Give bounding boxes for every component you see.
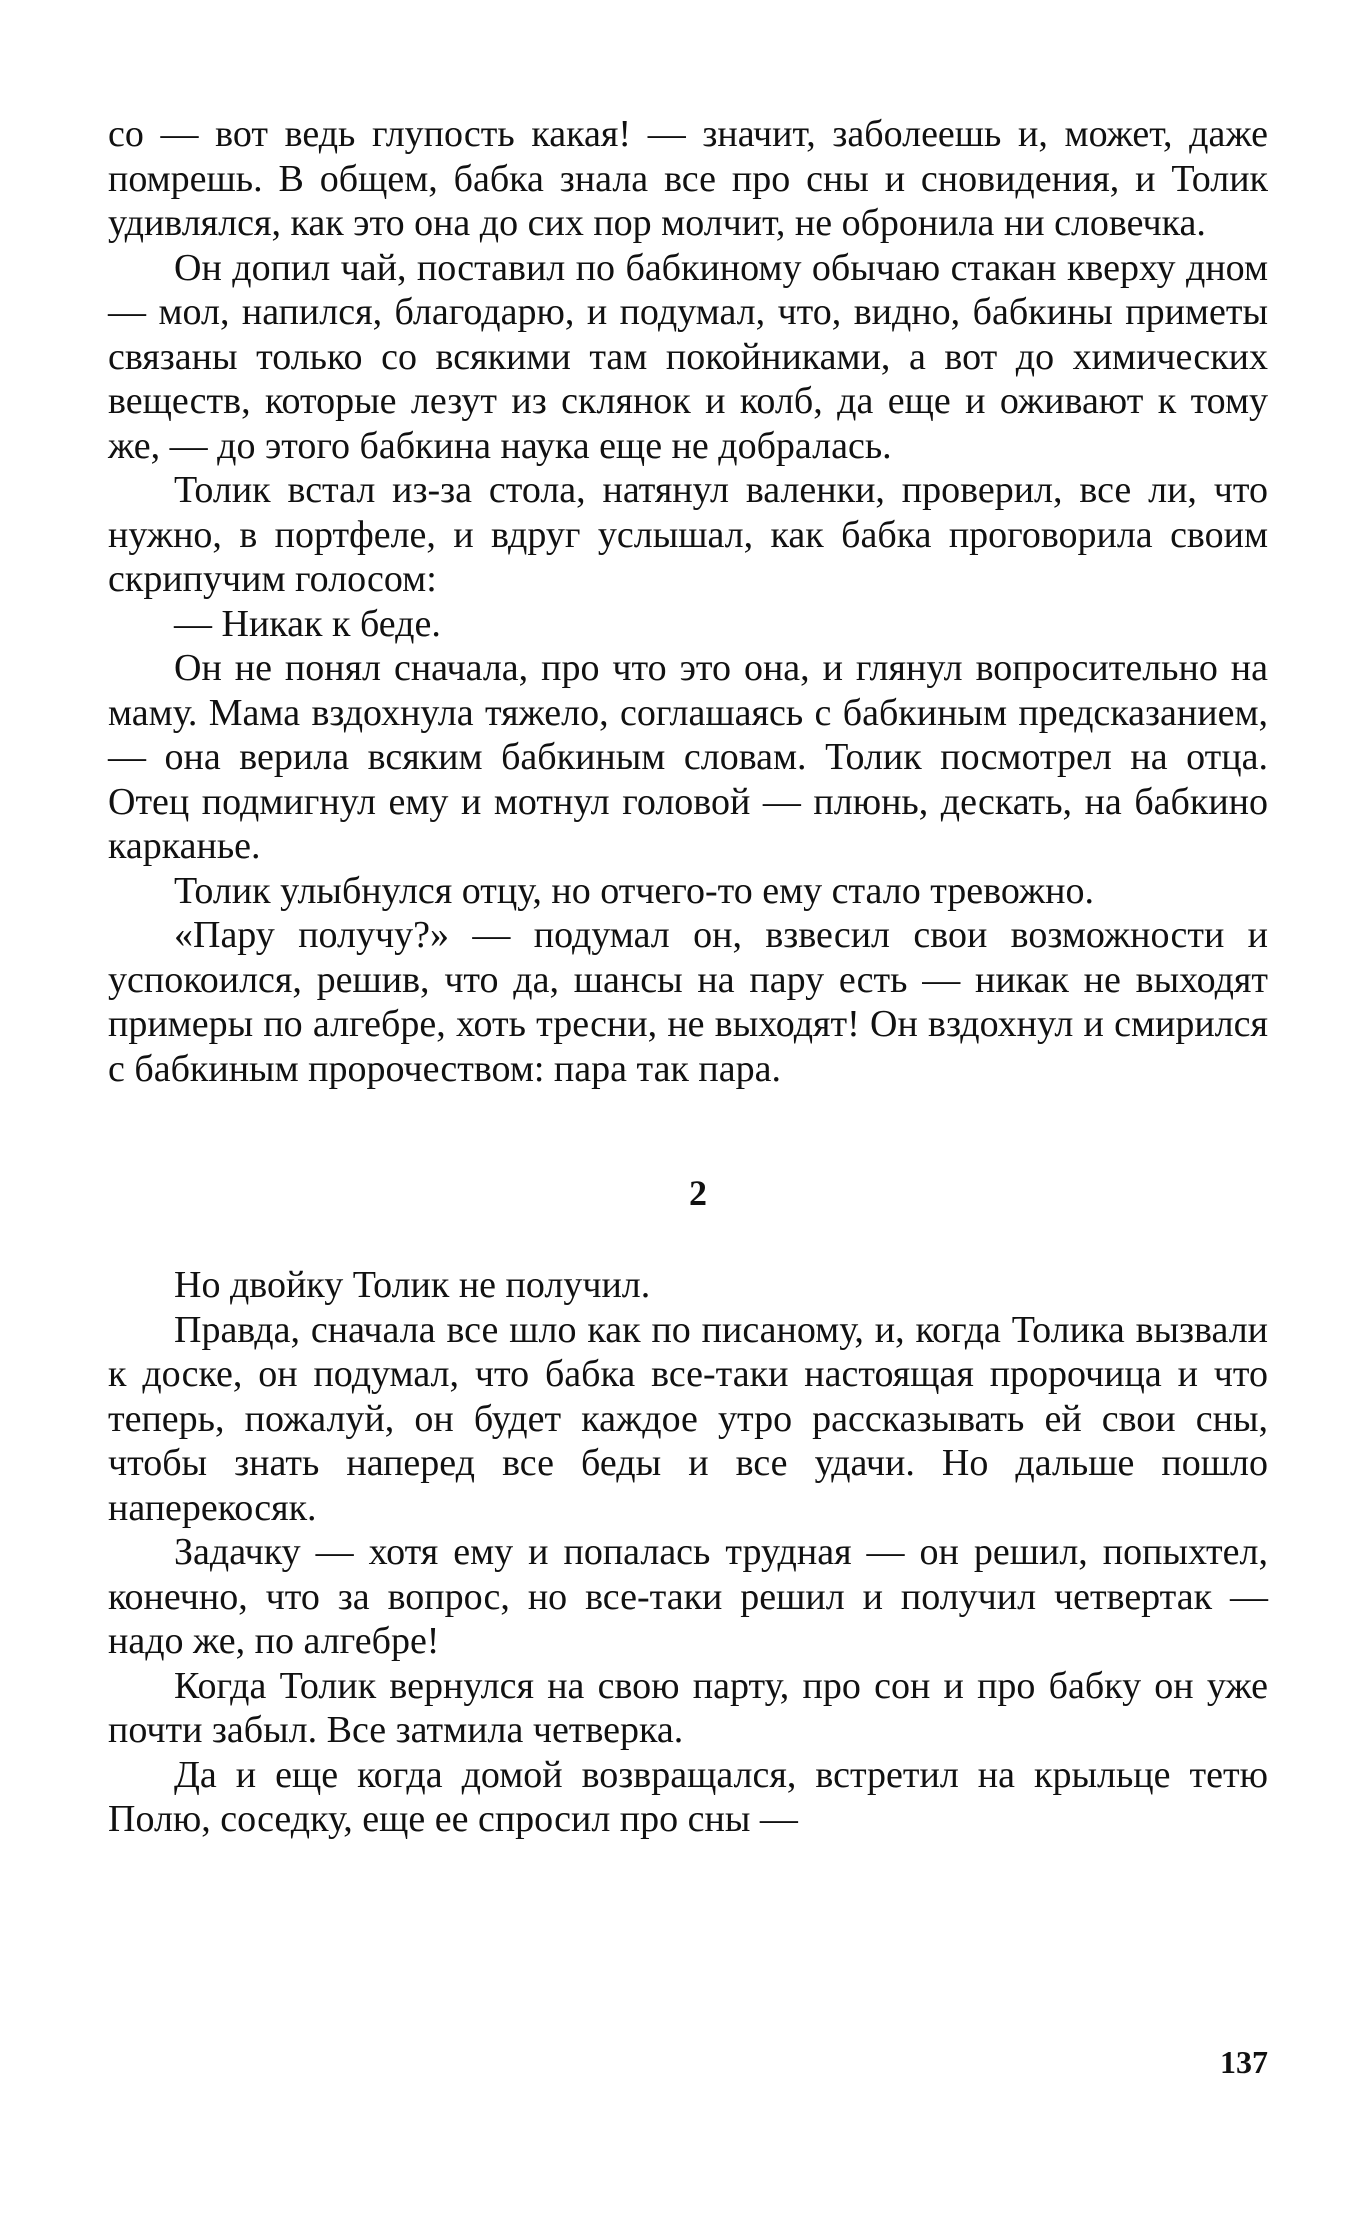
paragraph: Толик встал из-за стола, натянул валенки, проверил, все ли, что нужно, в портфеле, и вдруг услышал, как бабка проговорила своим скрипучим голосом: [108,469,1268,600]
paragraph: Правда, сначала все шло как по писаному, и, когда Толика вызвали к доске, он подумал, что бабка все-таки настоящая пророчица и что теперь, пожалуй, он будет каждое утро рассказывать ей свои сны, чтобы знать наперед все беды и все удачи. Но дальше пошло наперекосяк. [108,1308,1268,1529]
paragraph: Но двойку Толик не получил. [174,1264,651,1306]
paragraph: Задачку — хотя ему и попалась трудная — он решил, попыхтел, конечно, что за вопрос, но все-таки решил и получил четвертак — надо же, по алгебре! [108,1531,1268,1662]
paragraph: — Никак к беде. [174,602,441,645]
paragraph: Он не понял сначала, про что это она, и глянул вопросительно на маму. Мама вздохнула тяжело, соглашаясь с бабкиным предсказанием, — она верила всяким бабкиным словам. Толик посмотрел на отца. Отец подмигнул ему и мотнул головой — плюнь, дескать, на бабкино карканье. [108,647,1268,867]
chapter-section-number: 2 [689,1173,707,1213]
book-page-text [108,112,1268,1842]
paragraph: со — вот ведь глупость какая! — значит, заболеешь и, может, даже помрешь. В общем, бабка знала все про сны и сновидения, и Толик удивлялся, как это она до сих пор молчит, не обронила ни словечка. [108,113,1268,244]
paragraph: Да и еще когда домой возвращался, встретил на крыльце тетю Полю, соседку, еще ее спросил про сны — [108,1753,1268,1840]
paragraph: Толик улыбнулся отцу, но отчего-то ему стало тревожно. [174,869,1094,912]
paragraph: Он допил чай, поставил по бабкиному обычаю стакан кверху дном — мол, напился, благодарю, и подумал, что, видно, бабкины приметы связаны только со всякими там покойниками, а вот до химических веществ, которые лезут из склянок и колб, да еще и оживают к тому же, — до этого бабкина наука еще не добралась. [108,246,1268,467]
paragraph: Когда Толик вернулся на свою парту, про сон и про бабку он уже почти забыл. Все затмила четверка. [108,1664,1268,1751]
paragraph: «Пару получу?» — подумал он, взвесил свои возможности и успокоился, решив, что да, шансы на пару есть — никак не выходят примеры по алгебре, хоть тресни, не выходят! Он вздохнул и смирился с бабкиным пророчеством: пара так пара. [108,914,1268,1090]
page-number: 137 [1220,2044,1268,2080]
